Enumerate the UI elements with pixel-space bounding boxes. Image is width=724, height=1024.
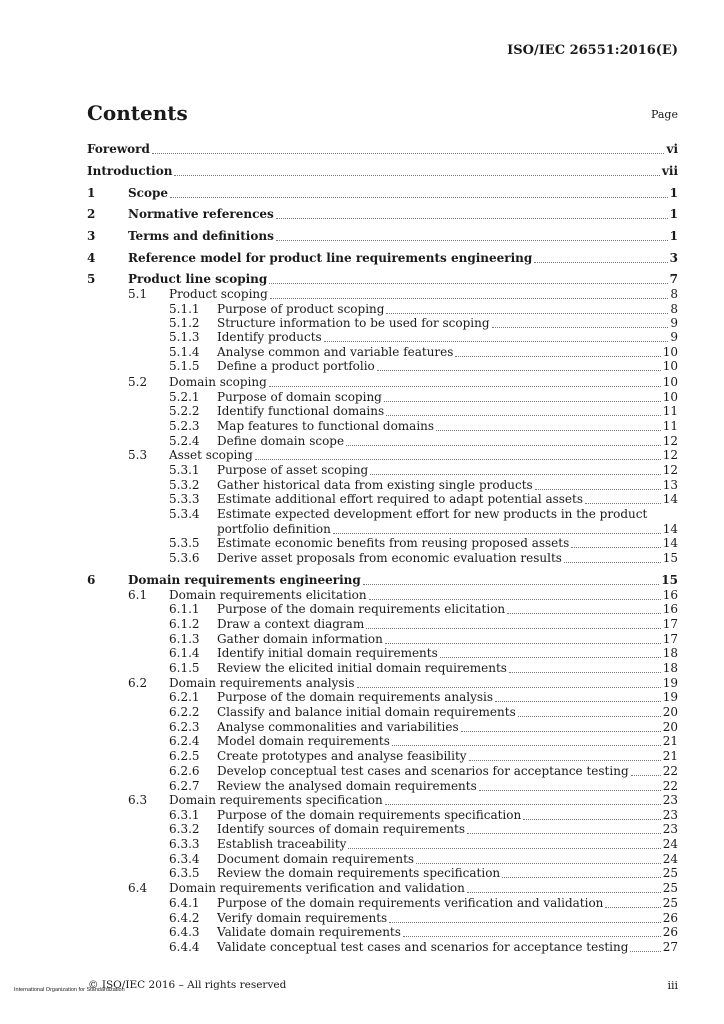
toc-entry[interactable] <box>0 186 724 201</box>
toc-entry-number: 5.2.2 <box>169 404 200 418</box>
toc-entry-number: 5.2.4 <box>169 434 200 448</box>
dot-leader <box>270 287 668 299</box>
toc-entry[interactable] <box>0 588 724 603</box>
toc-entry-number: 5.3.1 <box>169 463 200 477</box>
toc-entry-page: 20 <box>662 720 678 734</box>
toc-entry-page: 8 <box>670 287 678 301</box>
dot-leader <box>384 390 661 402</box>
toc-entry[interactable] <box>0 866 724 881</box>
dot-leader <box>357 676 661 688</box>
toc-entry-title: Domain requirements specification <box>169 793 383 807</box>
dot-leader <box>467 881 661 893</box>
toc-entry-title: Map features to functional domains <box>217 419 435 433</box>
toc-entry[interactable] <box>0 142 724 157</box>
toc-entry[interactable] <box>0 316 724 331</box>
toc-entry-number: 6.2.7 <box>169 779 200 793</box>
dot-leader <box>571 536 661 548</box>
dot-leader <box>630 940 661 952</box>
toc-entry-page: 7 <box>669 272 678 286</box>
toc-entry[interactable] <box>0 793 724 808</box>
toc-entry-title: Structure information to be used for scoping <box>217 316 490 330</box>
toc-entry-title: Validate conceptual test cases and scenarios for acceptance testing <box>217 940 629 954</box>
toc-entry-number: 6.1.3 <box>169 632 200 646</box>
toc-entry-number: 6.2.6 <box>169 764 200 778</box>
toc-entry-page: 17 <box>662 632 678 646</box>
toc-entry-page: 9 <box>670 330 678 344</box>
dot-leader <box>386 302 668 314</box>
dot-leader <box>386 404 661 416</box>
dot-leader <box>585 492 661 504</box>
toc-entry-title: Establish traceability <box>217 837 347 851</box>
dot-leader <box>467 822 661 834</box>
toc-entry-title: Gather historical data from existing single products <box>217 478 533 492</box>
toc-entry-title: Draw a context diagram <box>217 617 365 631</box>
toc-entry[interactable] <box>0 617 724 632</box>
toc-entry[interactable] <box>0 359 724 374</box>
dot-leader <box>377 359 661 371</box>
toc-entry[interactable] <box>0 463 724 478</box>
toc-entry-title: Domain requirements elicitation <box>169 588 367 602</box>
toc-entry-title: Purpose of asset scoping <box>217 463 369 477</box>
toc-entry-title: Estimate economic benefits from reusing proposed assets <box>217 536 570 550</box>
toc-entry-page: 12 <box>662 448 678 462</box>
toc-entry-page: 16 <box>662 588 678 602</box>
toc-entry-number: 5.1.4 <box>169 345 200 359</box>
page-column-label: Page <box>650 108 678 121</box>
toc-entry-page: 12 <box>662 434 678 448</box>
toc-entry[interactable] <box>0 536 724 551</box>
dot-leader <box>389 911 661 923</box>
toc-entry-number: 5.1 <box>128 287 148 301</box>
toc-entry-page: 25 <box>662 896 678 910</box>
toc-entry-title: Normative references <box>128 207 274 221</box>
toc-entry-title: Estimate expected development effort for new products in the product <box>217 507 648 521</box>
toc-entry[interactable] <box>0 287 724 302</box>
toc-entry[interactable] <box>0 822 724 837</box>
toc-entry-page: 20 <box>662 705 678 719</box>
dot-leader <box>509 661 661 673</box>
toc-entry-number: 5.3.6 <box>169 551 200 565</box>
toc-entry-title: Domain requirements engineering <box>128 573 361 587</box>
toc-entry-number: 6.4 <box>128 881 148 895</box>
dot-leader <box>416 852 661 864</box>
dot-leader <box>324 330 668 342</box>
toc-entry[interactable] <box>0 911 724 926</box>
dot-leader <box>152 142 664 154</box>
toc-entry-page: 3 <box>669 251 678 265</box>
toc-entry-page: 15 <box>661 573 678 587</box>
toc-entry-title: Estimate additional effort required to adapt potential assets <box>217 492 584 506</box>
toc-entry-continuation[interactable] <box>0 522 724 537</box>
toc-entry-number: 6.4.3 <box>169 925 200 939</box>
toc-entry-page: 25 <box>662 866 678 880</box>
toc-entry-page: 14 <box>662 492 678 506</box>
toc-entry-number: 6.1.4 <box>169 646 200 660</box>
toc-entry[interactable] <box>0 940 724 955</box>
toc-entry[interactable] <box>0 375 724 390</box>
dot-leader <box>369 588 661 600</box>
toc-entry[interactable] <box>0 925 724 940</box>
dot-leader <box>170 186 668 198</box>
toc-entry[interactable] <box>0 419 724 434</box>
toc-entry-number: 6.2.3 <box>169 720 200 734</box>
dot-leader <box>605 896 661 908</box>
toc-entry-title: Validate domain requirements <box>217 925 401 939</box>
toc-entry-number: 5.3.5 <box>169 536 200 550</box>
toc-entry-title: Review the elicited initial domain requirements <box>217 661 507 675</box>
toc-entry[interactable] <box>0 434 724 449</box>
toc-entry-title-continued: portfolio definition <box>217 522 331 536</box>
page-number: iii <box>667 979 678 992</box>
toc-entry[interactable] <box>0 646 724 661</box>
toc-entry[interactable] <box>0 229 724 244</box>
dot-leader <box>385 632 661 644</box>
toc-entry-title: Terms and definitions <box>128 229 274 243</box>
toc-entry-page: 10 <box>662 345 678 359</box>
dot-leader <box>366 617 661 629</box>
toc-entry-title: Purpose of the domain requirements analysis <box>217 690 494 704</box>
toc-entry-title: Foreword <box>87 142 150 156</box>
toc-entry[interactable] <box>0 390 724 405</box>
dot-leader <box>507 602 661 614</box>
toc-entry-page: 16 <box>662 602 678 616</box>
toc-entry-page: 13 <box>662 478 678 492</box>
toc-entry-title: Document domain requirements <box>217 852 415 866</box>
toc-entry-number: 6.4.2 <box>169 911 200 925</box>
toc-entry-page: 23 <box>662 808 678 822</box>
toc-entry[interactable] <box>0 448 724 463</box>
toc-entry-number: 5.1.3 <box>169 330 200 344</box>
toc-entry-title: Purpose of the domain requirements verification and validation <box>217 896 604 910</box>
toc-entry-number: 5 <box>87 272 96 286</box>
toc-entry-title: Domain requirements verification and validation <box>169 881 465 895</box>
toc-entry[interactable] <box>0 207 724 222</box>
toc-entry-page: 11 <box>662 404 678 418</box>
toc-entry-title: Define a product portfolio <box>217 359 375 373</box>
toc-entry-title: Product line scoping <box>128 272 268 286</box>
toc-entry[interactable] <box>0 705 724 720</box>
toc-entry-title: Identify products <box>217 330 322 344</box>
toc-entry[interactable] <box>0 478 724 493</box>
toc-entry-page: 1 <box>669 229 678 243</box>
dot-leader <box>403 925 661 937</box>
toc-entry-page: 14 <box>662 522 678 536</box>
dot-leader <box>564 551 661 563</box>
dot-leader <box>455 345 661 357</box>
toc-entry-title: Classify and balance initial domain requirements <box>217 705 516 719</box>
toc-entry[interactable] <box>0 492 724 507</box>
toc-entry-page: 22 <box>662 764 678 778</box>
dot-leader <box>469 749 661 761</box>
dot-leader <box>436 419 661 431</box>
toc-entry-page: 21 <box>662 734 678 748</box>
organization-watermark: International Organization for Standardization <box>14 987 125 993</box>
toc-entry[interactable] <box>0 251 724 266</box>
toc-entry[interactable] <box>0 164 724 179</box>
toc-entry-title: Derive asset proposals from economic evaluation results <box>217 551 562 565</box>
toc-entry-number: 6.3.5 <box>169 866 200 880</box>
dot-leader <box>363 573 659 585</box>
toc-entry-number: 6 <box>87 573 96 587</box>
toc-entry-page: 18 <box>662 646 678 660</box>
toc-entry-number: 6.2 <box>128 676 148 690</box>
toc-entry-title: Reference model for product line requirements engineering <box>128 251 533 265</box>
toc-entry-number: 5.3.4 <box>169 507 200 521</box>
toc-entry-number: 6.1.2 <box>169 617 200 631</box>
toc-entry-page: 24 <box>662 852 678 866</box>
toc-entry-title: Analyse commonalities and variabilities <box>217 720 459 734</box>
document-reference: ISO/IEC 26551:2016(E) <box>507 43 678 58</box>
toc-entry-title: Define domain scope <box>217 434 345 448</box>
toc-entry-title: Gather domain information <box>217 632 383 646</box>
toc-entry-title: Identify initial domain requirements <box>217 646 438 660</box>
toc-entry-title: Review the analysed domain requirements <box>217 779 477 793</box>
toc-entry-title: Develop conceptual test cases and scenarios for acceptance testing <box>217 764 629 778</box>
toc-entry[interactable] <box>0 345 724 360</box>
toc-entry-number: 6.4.1 <box>169 896 200 910</box>
toc-entry-number: 6.3.2 <box>169 822 200 836</box>
toc-entry[interactable] <box>0 749 724 764</box>
toc-entry-number: 6.4.4 <box>169 940 200 954</box>
dot-leader <box>269 375 661 387</box>
toc-entry-title: Review the domain requirements specification <box>217 866 501 880</box>
dot-leader <box>348 837 661 849</box>
toc-entry-number: 5.2 <box>128 375 148 389</box>
toc-entry[interactable] <box>0 896 724 911</box>
toc-entry-number: 5.1.1 <box>169 302 200 316</box>
dot-leader <box>492 316 668 328</box>
toc-entry-page: 15 <box>662 551 678 565</box>
toc-entry-page: vi <box>666 142 678 156</box>
toc-entry-number: 6.3.4 <box>169 852 200 866</box>
toc-entry-number: 5.1.5 <box>169 359 200 373</box>
dot-leader <box>174 164 660 176</box>
toc-entry[interactable] <box>0 676 724 691</box>
toc-entry-page: 11 <box>662 419 678 433</box>
toc-entry-page: 8 <box>670 302 678 316</box>
toc-entry-number: 5.1.2 <box>169 316 200 330</box>
dot-leader <box>440 646 661 658</box>
toc-entry-number: 6.2.1 <box>169 690 200 704</box>
toc-entry-number: 6.1.1 <box>169 602 200 616</box>
toc-entry-title: Identify functional domains <box>217 404 385 418</box>
toc-entry[interactable] <box>0 507 724 522</box>
dot-leader <box>370 463 661 475</box>
toc-entry-page: 25 <box>662 881 678 895</box>
toc-entry-page: 9 <box>670 316 678 330</box>
toc-entry-title: Domain scoping <box>169 375 267 389</box>
dot-leader <box>495 690 661 702</box>
toc-entry-page: 1 <box>669 186 678 200</box>
contents-heading: Contents <box>87 101 188 125</box>
toc-entry[interactable] <box>0 720 724 735</box>
toc-entry-title: Purpose of the domain requirements specification <box>217 808 522 822</box>
toc-entry[interactable] <box>0 852 724 867</box>
toc-entry-page: 26 <box>662 911 678 925</box>
toc-entry-page: 10 <box>662 375 678 389</box>
toc-entry-title: Asset scoping <box>169 448 253 462</box>
toc-entry-title: Create prototypes and analyse feasibility <box>217 749 467 763</box>
toc-entry-number: 5.2.3 <box>169 419 200 433</box>
dot-leader <box>461 720 661 732</box>
toc-entry[interactable] <box>0 881 724 896</box>
toc-entry[interactable] <box>0 632 724 647</box>
dot-leader <box>333 522 661 534</box>
toc-entry-title: Identify sources of domain requirements <box>217 822 466 836</box>
toc-entry[interactable] <box>0 734 724 749</box>
toc-entry-page: 14 <box>662 536 678 550</box>
toc-entry-number: 2 <box>87 207 96 221</box>
dot-leader <box>479 779 661 791</box>
toc-entry[interactable] <box>0 661 724 676</box>
toc-entry-page: 17 <box>662 617 678 631</box>
toc-entry[interactable] <box>0 779 724 794</box>
toc-entry-number: 5.3.2 <box>169 478 200 492</box>
toc-entry[interactable] <box>0 272 724 287</box>
dot-leader <box>276 207 668 219</box>
toc-entry-number: 1 <box>87 186 96 200</box>
toc-entry-title: Scope <box>128 186 169 200</box>
copyright-notice: © ISO/IEC 2016 – All rights reserved <box>88 979 287 991</box>
toc-entry[interactable] <box>0 551 724 566</box>
toc-entry-number: 6.3.3 <box>169 837 200 851</box>
toc-entry[interactable] <box>0 573 724 588</box>
toc-entry-page: 23 <box>662 793 678 807</box>
toc-entry-number: 6.3.1 <box>169 808 200 822</box>
dot-leader <box>392 734 661 746</box>
toc-entry-number: 6.2.5 <box>169 749 200 763</box>
toc-entry-page: 21 <box>662 749 678 763</box>
toc-entry-title: Purpose of product scoping <box>217 302 385 316</box>
dot-leader <box>502 866 661 878</box>
toc-entry-number: 6.1.5 <box>169 661 200 675</box>
dot-leader <box>518 705 661 717</box>
toc-entry-number: 5.3 <box>128 448 148 462</box>
toc-entry-title: Introduction <box>87 164 173 178</box>
toc-entry[interactable] <box>0 302 724 317</box>
dot-leader <box>346 434 661 446</box>
toc-entry[interactable] <box>0 404 724 419</box>
toc-entry[interactable] <box>0 690 724 705</box>
toc-entry-page: 23 <box>662 822 678 836</box>
toc-entry-number: 4 <box>87 251 96 265</box>
dot-leader <box>255 448 661 460</box>
dot-leader <box>534 251 668 263</box>
toc-entry-title: Model domain requirements <box>217 734 390 748</box>
toc-entry[interactable] <box>0 330 724 345</box>
toc-entry-page: 22 <box>662 779 678 793</box>
toc-entry-number: 6.1 <box>128 588 148 602</box>
toc-entry-title: Analyse common and variable features <box>217 345 454 359</box>
toc-entry-page: 10 <box>662 390 678 404</box>
dot-leader <box>535 478 661 490</box>
dot-leader <box>269 272 668 284</box>
toc-entry-number: 6.2.2 <box>169 705 200 719</box>
toc-entry-page: 26 <box>662 925 678 939</box>
toc-entry-title: Purpose of domain scoping <box>217 390 382 404</box>
toc-entry-number: 6.3 <box>128 793 148 807</box>
toc-entry-number: 5.3.3 <box>169 492 200 506</box>
toc-entry-page: 1 <box>669 207 678 221</box>
toc-entry-page: vii <box>661 164 678 178</box>
dot-leader <box>276 229 668 241</box>
dot-leader <box>631 764 661 776</box>
toc-entry-page: 19 <box>662 690 678 704</box>
toc-entry-page: 24 <box>662 837 678 851</box>
toc-entry-title: Product scoping <box>169 287 268 301</box>
toc-entry-page: 19 <box>662 676 678 690</box>
toc-entry[interactable] <box>0 602 724 617</box>
toc-entry[interactable] <box>0 837 724 852</box>
toc-entry-title: Purpose of the domain requirements elicitation <box>217 602 506 616</box>
toc-entry-page: 12 <box>662 463 678 477</box>
toc-entry-title: Verify domain requirements <box>217 911 388 925</box>
dot-leader <box>523 808 661 820</box>
toc-entry-title: Domain requirements analysis <box>169 676 355 690</box>
toc-entry-number: 6.2.4 <box>169 734 200 748</box>
toc-entry-page: 27 <box>662 940 678 954</box>
toc-entry-number: 5.2.1 <box>169 390 200 404</box>
toc-entry[interactable] <box>0 808 724 823</box>
toc-entry[interactable] <box>0 764 724 779</box>
dot-leader <box>385 793 661 805</box>
toc-entry-number: 3 <box>87 229 96 243</box>
toc-entry-page: 18 <box>662 661 678 675</box>
toc-entry-page: 10 <box>662 359 678 373</box>
